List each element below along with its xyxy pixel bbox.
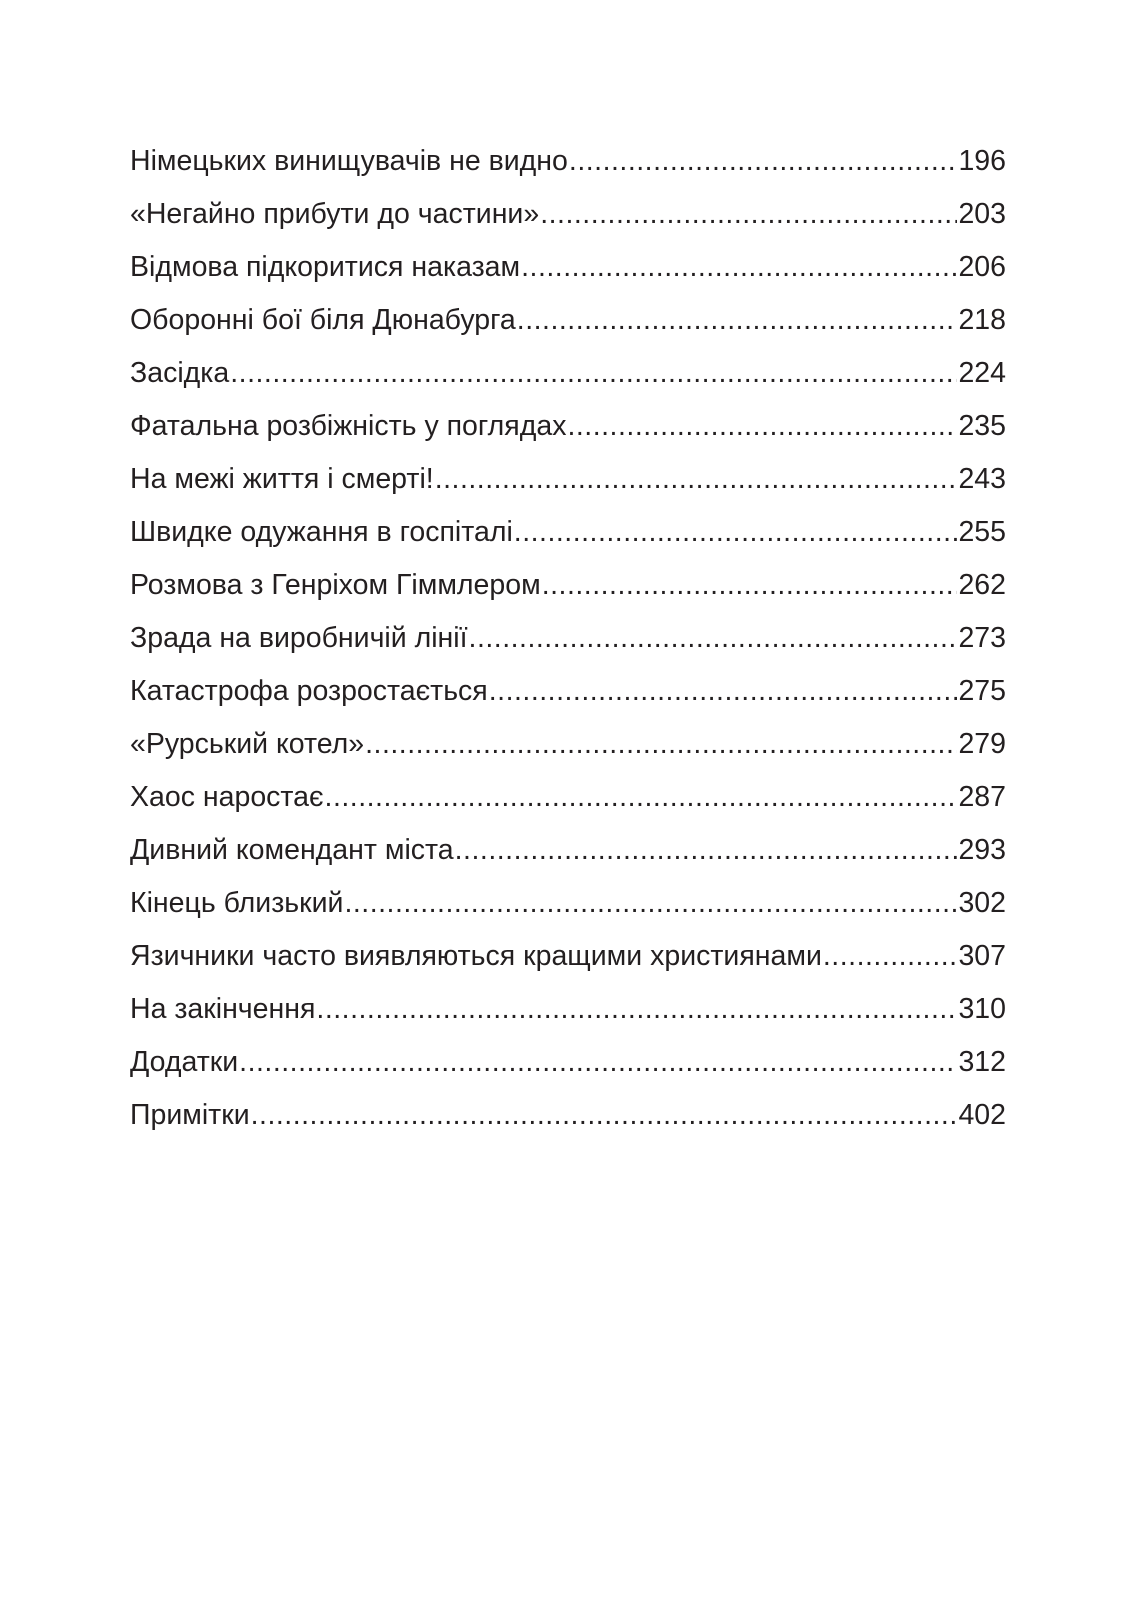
- toc-dot-leader: [251, 1089, 958, 1142]
- toc-entry: [130, 188, 1006, 241]
- toc-dot-leader: [517, 294, 958, 347]
- toc-entry-page: 224: [958, 357, 1006, 389]
- toc-dot-leader: [567, 400, 957, 453]
- toc-entry-page: 287: [958, 781, 1006, 813]
- toc-entry-title: Хаос наростає: [130, 781, 324, 813]
- toc-entry-page: 218: [958, 304, 1006, 336]
- toc-dot-leader: [489, 665, 958, 718]
- toc-dot-leader: [344, 877, 957, 930]
- toc-dot-leader: [230, 347, 957, 400]
- toc-entry-page: 275: [958, 675, 1006, 707]
- toc-entry: [130, 506, 1006, 559]
- toc-entry-title: Примітки: [130, 1099, 250, 1131]
- toc-dot-leader: [540, 188, 957, 241]
- toc-entry-title: Фатальна розбіжність у поглядах: [130, 410, 567, 442]
- toc-entry: [130, 665, 1006, 718]
- toc-dot-leader: [521, 241, 957, 294]
- toc-entry-page: 310: [958, 993, 1006, 1025]
- toc-entry: [130, 1089, 1006, 1142]
- toc-entry-page: 203: [958, 198, 1006, 230]
- toc-entry-title: Дивний комендант міста: [130, 834, 454, 866]
- toc-entry-page: 206: [958, 251, 1006, 283]
- toc-entry: [130, 612, 1006, 665]
- toc-entry-title: На межі життя і смерті!: [130, 463, 434, 495]
- toc-entry-title: Відмова підкоритися наказам: [130, 251, 521, 283]
- toc-entry-page: 279: [958, 728, 1006, 760]
- toc-dot-leader: [542, 559, 958, 612]
- toc-entry-page: 262: [958, 569, 1006, 601]
- toc-dot-leader: [455, 824, 958, 877]
- toc-entry-title: Язичники часто виявляються кращими християнами: [130, 940, 822, 972]
- toc-entry-title: «Негайно прибути до частини»: [130, 198, 540, 230]
- toc-entry-title: На закінчення: [130, 993, 316, 1025]
- toc-entry-page: 196: [958, 145, 1006, 177]
- toc-entry-title: Кінець близький: [130, 887, 344, 919]
- toc-entry-page: 402: [958, 1099, 1006, 1131]
- toc-entry-title: Додатки: [130, 1046, 239, 1078]
- toc-entry: [130, 877, 1006, 930]
- toc-entry-title: Засідка: [130, 357, 230, 389]
- toc-entry-page: 293: [958, 834, 1006, 866]
- toc-dot-leader: [569, 135, 958, 188]
- toc-entry: [130, 718, 1006, 771]
- toc-entry: [130, 400, 1006, 453]
- toc-entry: [130, 453, 1006, 506]
- toc-entry-page: 255: [958, 516, 1006, 548]
- toc-entry: [130, 1036, 1006, 1089]
- toc-entry: [130, 241, 1006, 294]
- toc-dot-leader: [325, 771, 958, 824]
- toc-dot-leader: [435, 453, 958, 506]
- toc-entry-page: 302: [958, 887, 1006, 919]
- toc-entry-title: Швидке одужання в госпіталі: [130, 516, 513, 548]
- toc-dot-leader: [469, 612, 958, 665]
- table-of-contents: [130, 135, 1006, 1142]
- toc-dot-leader: [239, 1036, 957, 1089]
- toc-entry-title: Оборонні бої біля Дюнабурга: [130, 304, 516, 336]
- toc-entry-title: «Рурський котел»: [130, 728, 365, 760]
- toc-entry: [130, 930, 1006, 983]
- toc-dot-leader: [823, 930, 958, 983]
- toc-entry-page: 307: [958, 940, 1006, 972]
- toc-entry: [130, 559, 1006, 612]
- toc-entry: [130, 135, 1006, 188]
- toc-dot-leader: [316, 983, 957, 1036]
- toc-dot-leader: [514, 506, 958, 559]
- toc-entry-page: 273: [958, 622, 1006, 654]
- toc-entry-title: Катастрофа розростається: [130, 675, 488, 707]
- toc-entry-page: 312: [958, 1046, 1006, 1078]
- toc-entry-title: Німецьких винищувачів не видно: [130, 145, 568, 177]
- toc-entry: [130, 983, 1006, 1036]
- toc-entry-page: 235: [958, 410, 1006, 442]
- toc-entry-title: Розмова з Генріхом Гіммлером: [130, 569, 541, 601]
- toc-entry: [130, 771, 1006, 824]
- toc-entry: [130, 824, 1006, 877]
- toc-entry: [130, 347, 1006, 400]
- toc-entry-title: Зрада на виробничій лінії: [130, 622, 468, 654]
- toc-dot-leader: [365, 718, 957, 771]
- toc-entry-page: 243: [958, 463, 1006, 495]
- toc-entry: [130, 294, 1006, 347]
